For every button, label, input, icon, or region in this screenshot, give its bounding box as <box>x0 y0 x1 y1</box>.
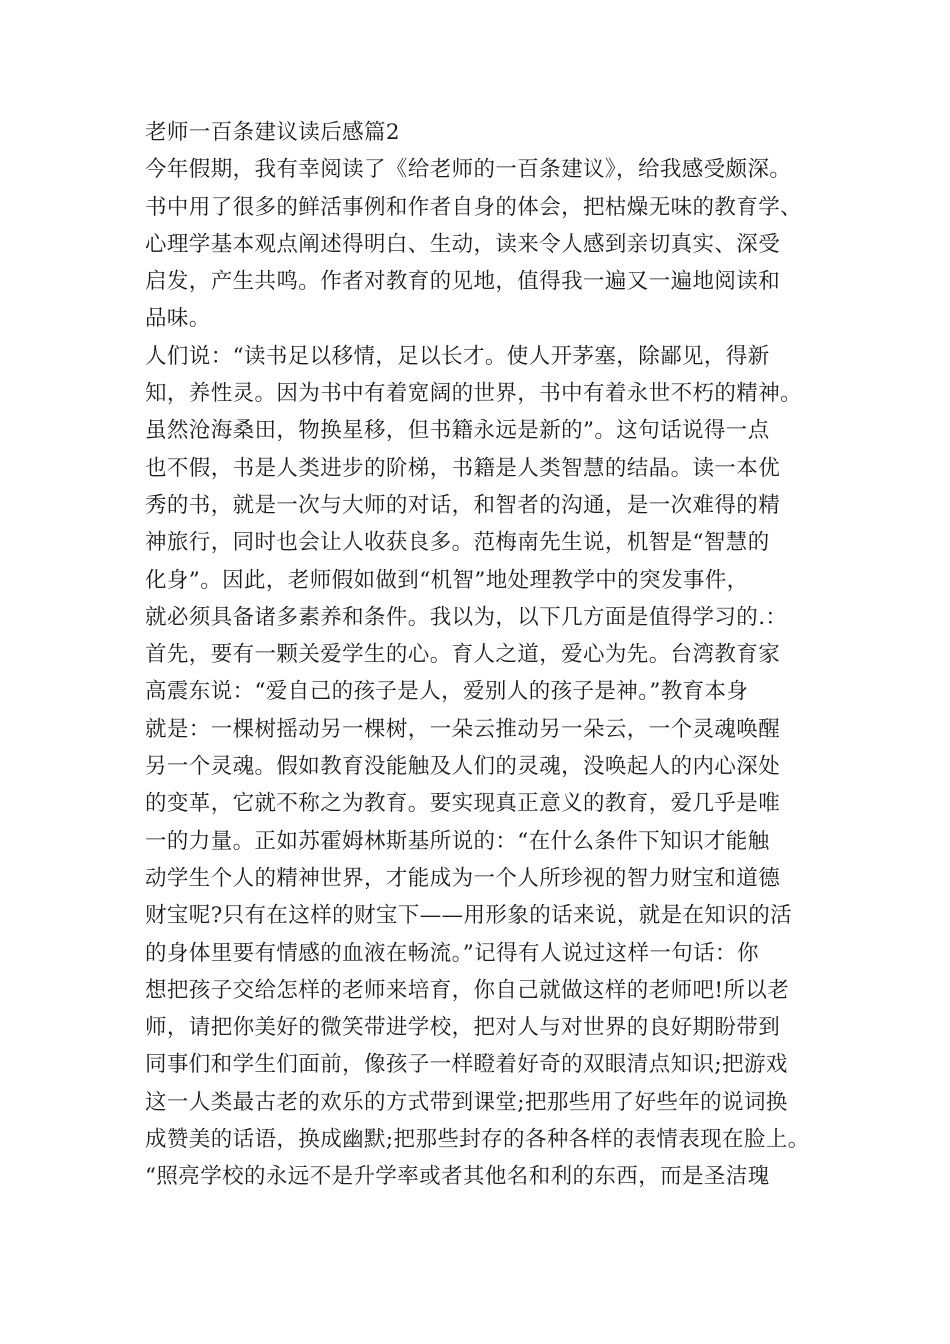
text-line: 虽然沧海桑田，物换星移，但书籍永远是新的”。这句话说得一点 <box>145 418 770 444</box>
text-line: 这一人类最古老的欢乐的方式带到课堂;把那些用了好些年的说词换 <box>145 1089 788 1115</box>
text-line: 心理学基本观点阐述得明白、生动，读来令人感到亲切真实、深受 <box>145 231 781 257</box>
text-line: 成赞美的话语，换成幽默;把那些封存的各种各样的表情表现在脸上。 <box>145 1127 810 1153</box>
text-line: 动学生个人的精神世界，才能成为一个人所珍视的智力财宝和道德 <box>145 865 781 891</box>
text-line: 今年假期，我有幸阅读了《给老师的一百条建议》，给我感受颇深。 <box>145 157 792 183</box>
text-line: 一的力量。正如苏霍姆林斯基所说的：“在什么条件下知识才能触 <box>145 828 770 854</box>
text-line: 首先，要有一颗关爱学生的心。育人之道，爱心为先。台湾教育家 <box>145 642 781 668</box>
text-line: 的变革，它就不称之为教育。要实现真正意义的教育，爱几乎是唯 <box>145 791 781 817</box>
document-body <box>145 114 825 1196</box>
text-line: 就是：一棵树摇动另一棵树，一朵云推动另一朵云，一个灵魂唤醒 <box>145 716 781 742</box>
text-line: 也不假，书是人类进步的阶梯，书籍是人类智慧的结晶。读一本优 <box>145 455 781 481</box>
text-line: “照亮学校的永远不是升学率或者其他名和利的东西，而是圣洁瑰 <box>145 1164 770 1190</box>
text-line: 化身”。因此，老师假如做到“机智”地处理教学中的突发事件， <box>145 567 749 593</box>
text-line: 想把孩子交给怎样的老师来培育，你自己就做这样的老师吧!所以老 <box>145 977 790 1003</box>
text-line: 师，请把你美好的微笑带进学校，把对人与对世界的良好期盼带到 <box>145 1015 781 1041</box>
text-line: 知，养性灵。因为书中有着宽阔的世界，书中有着永世不朽的精神。 <box>145 381 803 407</box>
text-line: 就必须具备诸多素养和条件。我以为，以下几方面是值得学习的.： <box>145 604 788 630</box>
document-title: 老师一百条建议读后感篇2 <box>145 120 400 145</box>
text-line: 书中用了很多的鲜活事例和作者自身的体会，把枯燥无味的教育学、 <box>145 194 803 220</box>
text-line: 高震东说：“爱自己的孩子是人，爱别人的孩子是神。”教育本身 <box>145 679 749 705</box>
text-line: 启发，产生共鸣。作者对教育的见地，值得我一遍又一遍地阅读和 <box>145 269 781 295</box>
text-line: 品味。 <box>145 306 211 332</box>
text-line: 财宝呢?只有在这样的财宝下——用形象的话来说，就是在知识的活 <box>145 903 793 929</box>
text-line: 神旅行，同时也会让人收获良多。范梅南先生说，机智是“智慧的 <box>145 530 770 556</box>
text-line: 同事们和学生们面前，像孩子一样瞪着好奇的双眼清点知识;把游戏 <box>145 1052 788 1078</box>
text-line: 秀的书，就是一次与大师的对话，和智者的沟通，是一次难得的精 <box>145 492 781 518</box>
text-line: 另一个灵魂。假如教育没能触及人们的灵魂，没唤起人的内心深处 <box>145 754 781 780</box>
text-line: 的身体里要有情感的血液在畅流。”记得有人说过这样一句话：你 <box>145 940 759 966</box>
text-line: 人们说：“读书足以移情，足以长才。使人开茅塞，除鄙见，得新 <box>145 343 770 369</box>
